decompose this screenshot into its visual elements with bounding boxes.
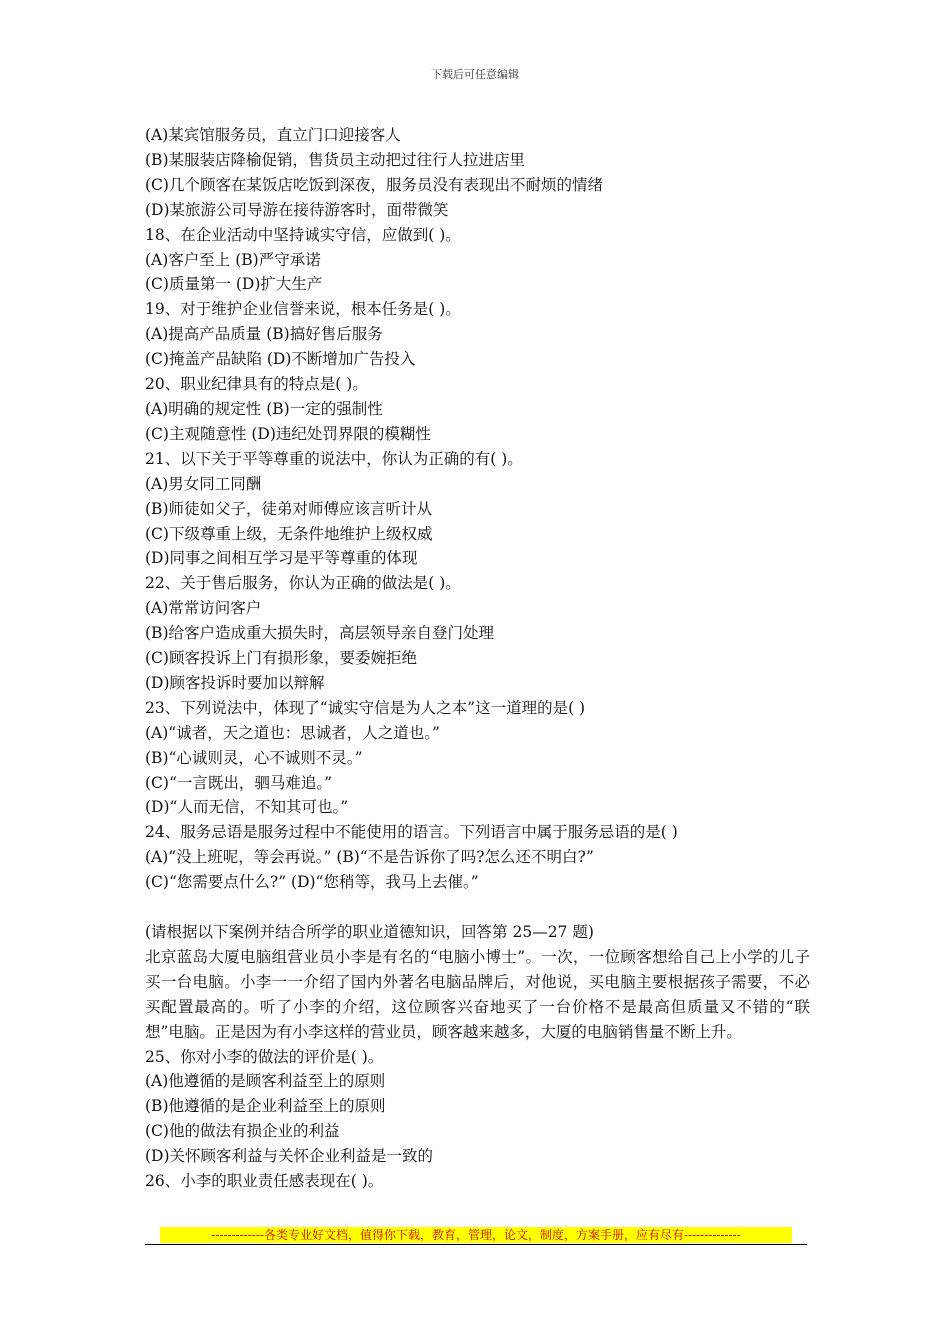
text-line: (D)顾客投诉时要加以辩解 [145, 673, 325, 692]
text-line: (A)明确的规定性 (B)一定的强制性 [145, 399, 383, 418]
text-line: (A)他遵循的是顾客利益至上的原则 [145, 1072, 386, 1091]
blank-line [145, 895, 810, 920]
text-line: (C)他的做法有损企业的利益 [145, 1122, 340, 1141]
question-24: 24、服务忌语是服务过程中不能使用的语言。下列语言中属于服务忌语的是( ) [145, 823, 678, 842]
text-line: (C)“您需要点什么?” (D)“您稍等，我马上去催。” [145, 873, 479, 892]
question-22: 22、关于售后服务，你认为正确的做法是( )。 [145, 574, 461, 593]
text-line: (D)关怀顾客利益与关怀企业利益是一致的 [145, 1147, 434, 1166]
question-21: 21、以下关于平等尊重的说法中，你认为正确的有( )。 [145, 449, 523, 468]
text-line: (D)“人而无信，不知其可也。” [145, 798, 349, 817]
question-20: 20、职业纪律具有的特点是( )。 [145, 375, 368, 394]
text-line: (C)几个顾客在某饭店吃饭到深夜，服务员没有表现出不耐烦的情绪 [145, 175, 603, 194]
footer-divider [145, 1244, 807, 1245]
text-line: (A)“没上班呢，等会再说。” (B)“不是告诉你了吗?怎么还不明白?” [145, 848, 594, 867]
question-19: 19、对于维护企业信誉来说，根本任务是( )。 [145, 300, 461, 319]
text-line: (D)某旅游公司导游在接待游客时，面带微笑 [145, 200, 449, 219]
text-line: (C)下级尊重上级，无条件地维护上级权威 [145, 524, 433, 543]
page-header-note: 下载后可任意编辑 [431, 68, 519, 81]
question-26: 26、小李的职业责任感表现在( )。 [145, 1172, 384, 1191]
text-line: (D)同事之间相互学习是平等尊重的体现 [145, 549, 418, 568]
case-paragraph: 北京蓝岛大厦电脑组营业员小李是有名的“电脑小博士”。一次，一位顾客想给自己上小学的儿子买一台电脑。小李一一介绍了国内外著名电脑品牌后，对他说，买电脑主要根据孩子需要，不必买配置最高的。听了小李的介绍，这位顾客兴奋地买了一台价格不是最高但质量又不错的“联想”电脑。正是因为有小李这样的营业员，顾客越来越多，大厦的电脑销售量不断上升。 [145, 947, 810, 1041]
case-intro: (请根据以下案例并结合所学的职业道德知识，回答第 25—27 题) [145, 922, 594, 941]
text-line: (A)提高产品质量 (B)搞好售后服务 [145, 325, 383, 344]
text-line: (A)常常访问客户 [145, 599, 262, 618]
text-line: (A)“诚者，天之道也：思诚者，人之道也。” [145, 723, 440, 742]
text-line: (A)男女同工同酬 [145, 474, 262, 493]
text-line: (C)掩盖产品缺陷 (D)不断增加广告投入 [145, 350, 416, 369]
question-25: 25、你对小李的做法的评价是( )。 [145, 1047, 384, 1066]
text-line: (A)某宾馆服务员，直立门口迎接客人 [145, 126, 401, 144]
text-line: (B)给客户造成重大损失时，高层领导亲自登门处理 [145, 624, 494, 643]
text-line: (C)顾客投诉上门有损形象，要委婉拒绝 [145, 649, 417, 668]
question-18: 18、在企业活动中坚持诚实守信，应做到( )。 [145, 225, 461, 244]
text-line: (C)“一言既出，驷马难追。” [145, 773, 333, 792]
question-23: 23、下列说法中，体现了“诚实守信是为人之本”这一道理的是( ) [145, 698, 586, 717]
text-line: (A)客户至上 (B)严守承诺 [145, 250, 321, 269]
document-body [145, 123, 810, 1194]
text-line: (B)某服装店降榆促销，售货员主动把过往行人拉进店里 [145, 150, 525, 169]
text-line: (C)质量第一 (D)扩大生产 [145, 275, 323, 294]
footer-banner: -------------各类专业好文档，值得你下载，教育，管理，论文，制度，方案手册，应有尽有-------------- [160, 1227, 792, 1243]
text-line: (B)师徒如父子，徒弟对师傅应该言听计从 [145, 499, 432, 518]
text-line: (B)他遵循的是企业利益至上的原则 [145, 1097, 386, 1116]
text-line: (B)“心诚则灵，心不诚则不灵。” [145, 748, 363, 767]
text-line: (C)主观随意性 (D)违纪处罚界限的模糊性 [145, 424, 431, 443]
